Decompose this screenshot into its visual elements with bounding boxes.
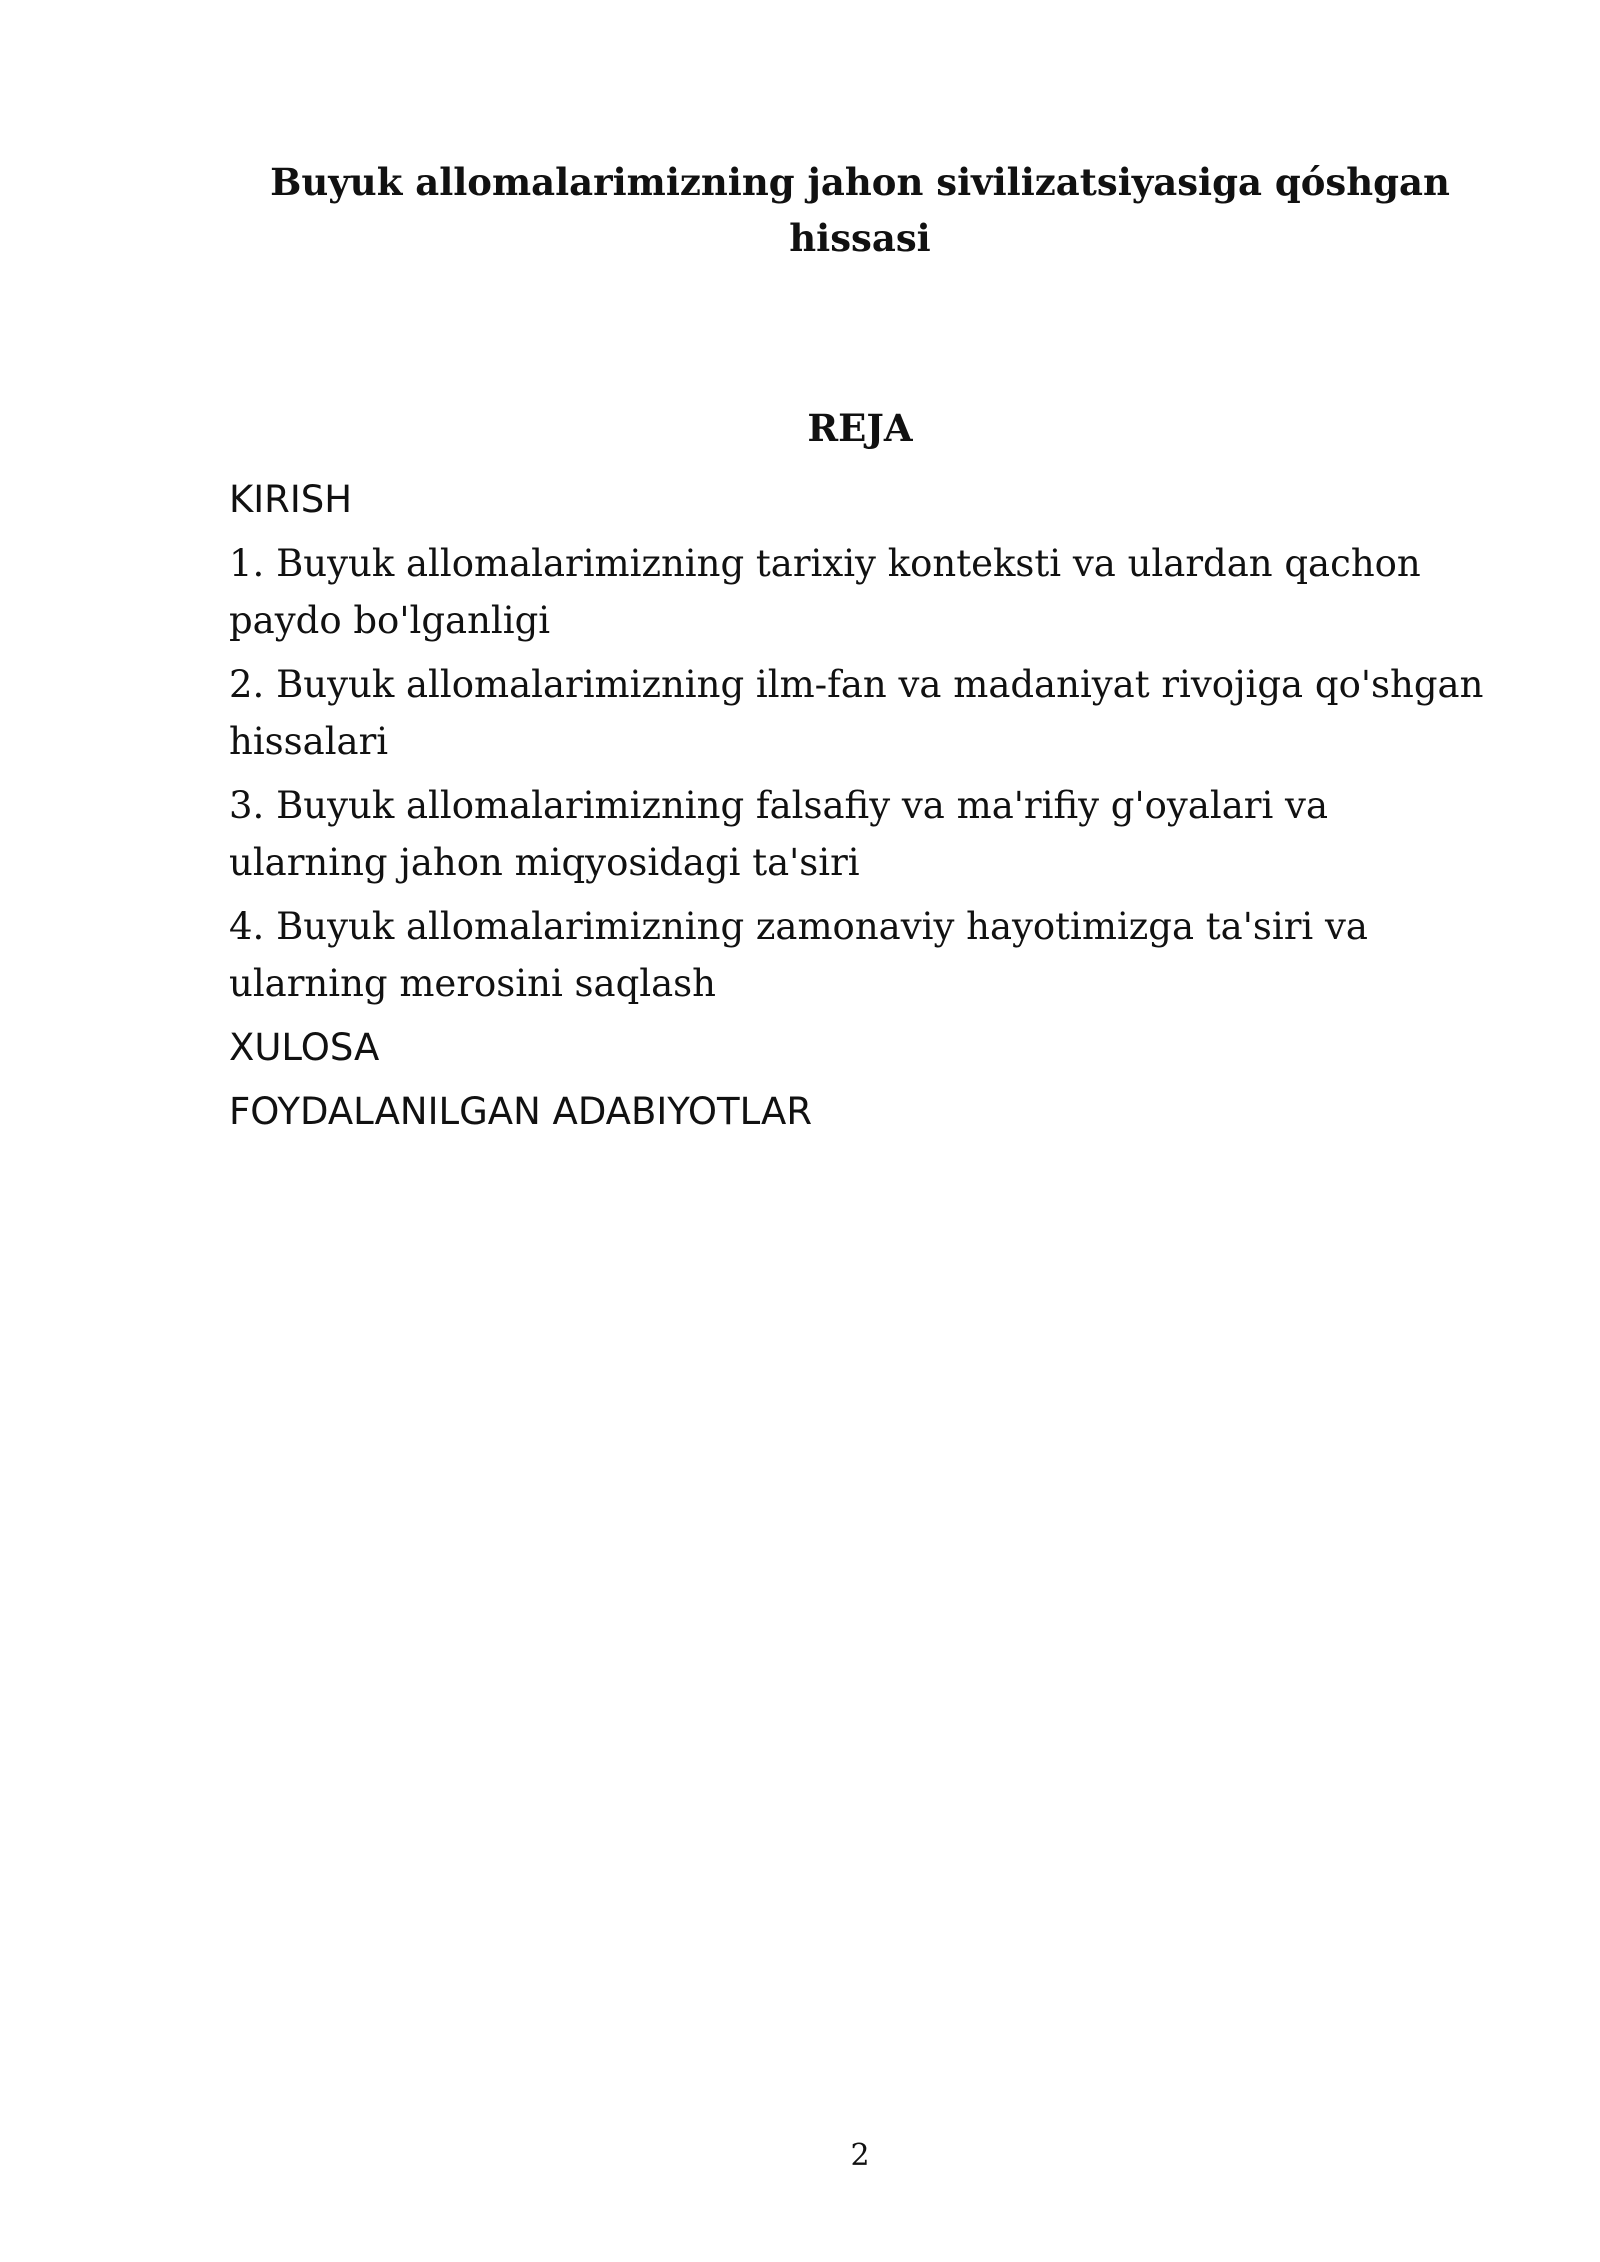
plan-item-1: 1. Buyuk allomalarimizning tarixiy konteksti va ulardan qachon paydo bo'lganligi: [229, 542, 1421, 642]
plan-item-introduction: KIRISH: [229, 478, 353, 521]
page-number: 2: [850, 2138, 870, 2173]
plan-item-4: 4. Buyuk allomalarimizning zamonaviy hayotimizga ta'siri va ularning merosini saqlash: [229, 905, 1368, 1005]
plan-item-2: 2. Buyuk allomalarimizning ilm-fan va madaniyat rivojiga qo'shgan hissalari: [229, 663, 1484, 763]
plan-list: [229, 471, 1489, 1147]
plan-item-3: 3. Buyuk allomalarimizning falsafiy va ma'rifiy g'oyalari va ularning jahon miqyosidagi ta'siri: [229, 784, 1329, 884]
plan-heading: REJA: [807, 406, 913, 450]
document-title: Buyuk allomalarimizning jahon sivilizatsiyasiga qóshgan hissasi: [270, 160, 1450, 260]
plan-item-references: FOYDALANILGAN ADABIYOTLAR: [229, 1090, 813, 1133]
plan-item-conclusion: XULOSA: [229, 1026, 380, 1069]
